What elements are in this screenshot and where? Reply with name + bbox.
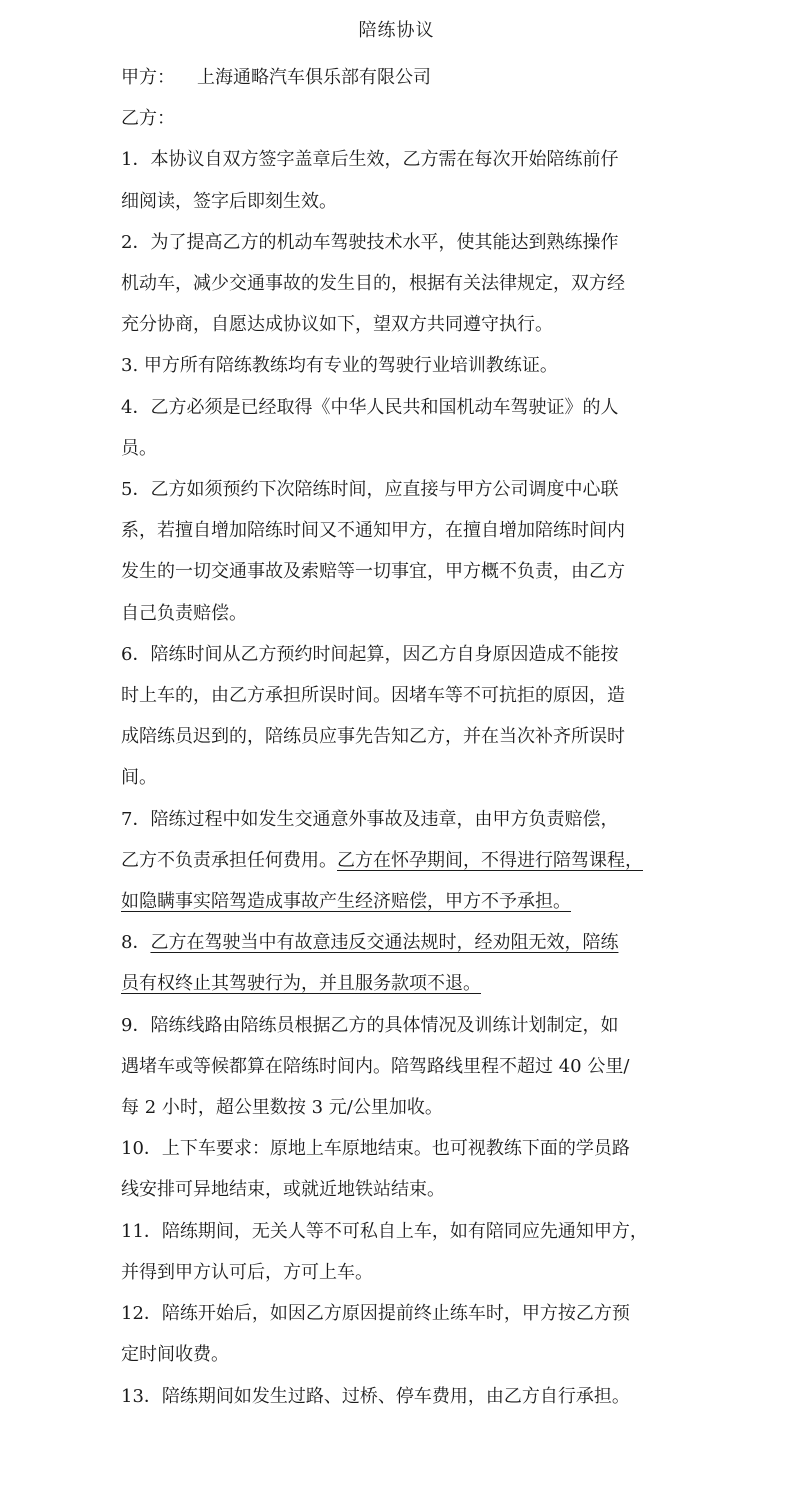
underlined-clause-text: 乙方在怀孕期间，不得进行陪驾课程， bbox=[337, 849, 643, 871]
party-b bbox=[121, 98, 681, 139]
party-b-label: 乙方： bbox=[121, 108, 175, 130]
clause-2 bbox=[121, 222, 681, 346]
clause-line: 9．陪练线路由陪练员根据乙方的具体情况及训练计划制定，如 bbox=[121, 1014, 619, 1036]
clause-line: 细阅读，签字后即刻生效。 bbox=[121, 190, 337, 212]
clause-line: 7．陪练过程中如发生交通意外事故及违章，由甲方负责赔偿， bbox=[121, 808, 619, 830]
clause-7 bbox=[121, 799, 681, 923]
clause-13 bbox=[121, 1376, 681, 1417]
clause-line: 2．为了提高乙方的机动车驾驶技术水平，使其能达到熟练操作 bbox=[121, 231, 619, 253]
clause-text: 乙方不负责承担任何费用。 bbox=[121, 849, 337, 871]
clause-line: 10．上下车要求：原地上车原地结束。也可视教练下面的学员路 bbox=[121, 1138, 630, 1160]
clause-line: 员。 bbox=[121, 437, 157, 459]
document-body bbox=[121, 57, 681, 1417]
clause-line: 11．陪练期间，无关人等不可私自上车，如有陪同应先通知甲方， bbox=[121, 1220, 648, 1242]
clause-line: 5．乙方如须预约下次陪练时间，应直接与甲方公司调度中心联 bbox=[121, 479, 619, 501]
underlined-clause-text: 员有权终止其驾驶行为，并且服务款项不退。 bbox=[121, 973, 481, 995]
clause-line: 12．陪练开始后，如因乙方原因提前终止练车时，甲方按乙方预 bbox=[121, 1303, 630, 1325]
party-a bbox=[121, 57, 681, 98]
clause-line: 6．陪练时间从乙方预约时间起算，因乙方自身原因造成不能按 bbox=[121, 643, 619, 665]
clause-number: 8． bbox=[121, 932, 151, 954]
clause-11 bbox=[121, 1211, 681, 1293]
clause-line: 1．本协议自双方签字盖章后生效，乙方需在每次开始陪练前仔 bbox=[121, 149, 619, 171]
clause-line bbox=[121, 881, 681, 922]
clause-5 bbox=[121, 469, 681, 634]
clause-line: 发生的一切交通事故及索赔等一切事宜，甲方概不负责，由乙方 bbox=[121, 561, 625, 583]
clause-line: 充分协商，自愿达成协议如下，望双方共同遵守执行。 bbox=[121, 314, 553, 336]
underlined-clause-text: 乙方在驾驶当中有故意违反交通法规时，经劝阻无效，陪练 bbox=[150, 932, 619, 954]
clause-line: 间。 bbox=[121, 767, 157, 789]
clause-line: 成陪练员迟到的，陪练员应事先告知乙方，并在当次补齐所误时 bbox=[121, 726, 625, 748]
clause-line: 线安排可异地结束，或就近地铁站结束。 bbox=[121, 1179, 445, 1201]
underlined-clause-text: 如隐瞒事实陪驾造成事故产生经济赔偿，甲方不予承担。 bbox=[121, 891, 571, 913]
clause-3 bbox=[121, 345, 681, 386]
clause-line: 每 2 小时，超公里数按 3 元/公里加收。 bbox=[121, 1097, 443, 1119]
clause-line: 系，若擅自增加陪练时间又不通知甲方，在擅自增加陪练时间内 bbox=[121, 520, 625, 542]
clause-line: 3. 甲方所有陪练教练均有专业的驾驶行业培训教练证。 bbox=[121, 355, 558, 377]
clause-line: 4．乙方必须是已经取得《中华人民共和国机动车驾驶证》的人 bbox=[121, 396, 619, 418]
clause-line: 时上车的，由乙方承担所误时间。因堵车等不可抗拒的原因，造 bbox=[121, 685, 625, 707]
clause-line: 遇堵车或等候都算在陪练时间内。陪驾路线里程不超过 40 公里/ bbox=[121, 1055, 630, 1077]
clause-line bbox=[121, 840, 681, 881]
clause-8 bbox=[121, 922, 681, 1004]
clause-line bbox=[121, 963, 681, 1004]
clause-line: 自己负责赔偿。 bbox=[121, 602, 247, 624]
clause-1 bbox=[121, 139, 681, 221]
clause-line: 并得到甲方认可后，方可上车。 bbox=[121, 1261, 373, 1283]
clause-line: 机动车，减少交通事故的发生目的，根据有关法律规定，双方经 bbox=[121, 273, 625, 295]
clause-line: 定时间收费。 bbox=[121, 1344, 229, 1366]
clause-9 bbox=[121, 1005, 681, 1129]
clause-6 bbox=[121, 634, 681, 799]
party-a-label: 甲方： bbox=[121, 67, 175, 88]
clause-line: 13．陪练期间如发生过路、过桥、停车费用，由乙方自行承担。 bbox=[121, 1385, 630, 1407]
clause-4 bbox=[121, 387, 681, 469]
clause-line bbox=[121, 922, 681, 963]
clause-12 bbox=[121, 1293, 681, 1375]
document-title: 陪练协议 bbox=[358, 20, 435, 41]
party-a-name: 上海通略汽车俱乐部有限公司 bbox=[197, 67, 431, 88]
clause-10 bbox=[121, 1128, 681, 1210]
